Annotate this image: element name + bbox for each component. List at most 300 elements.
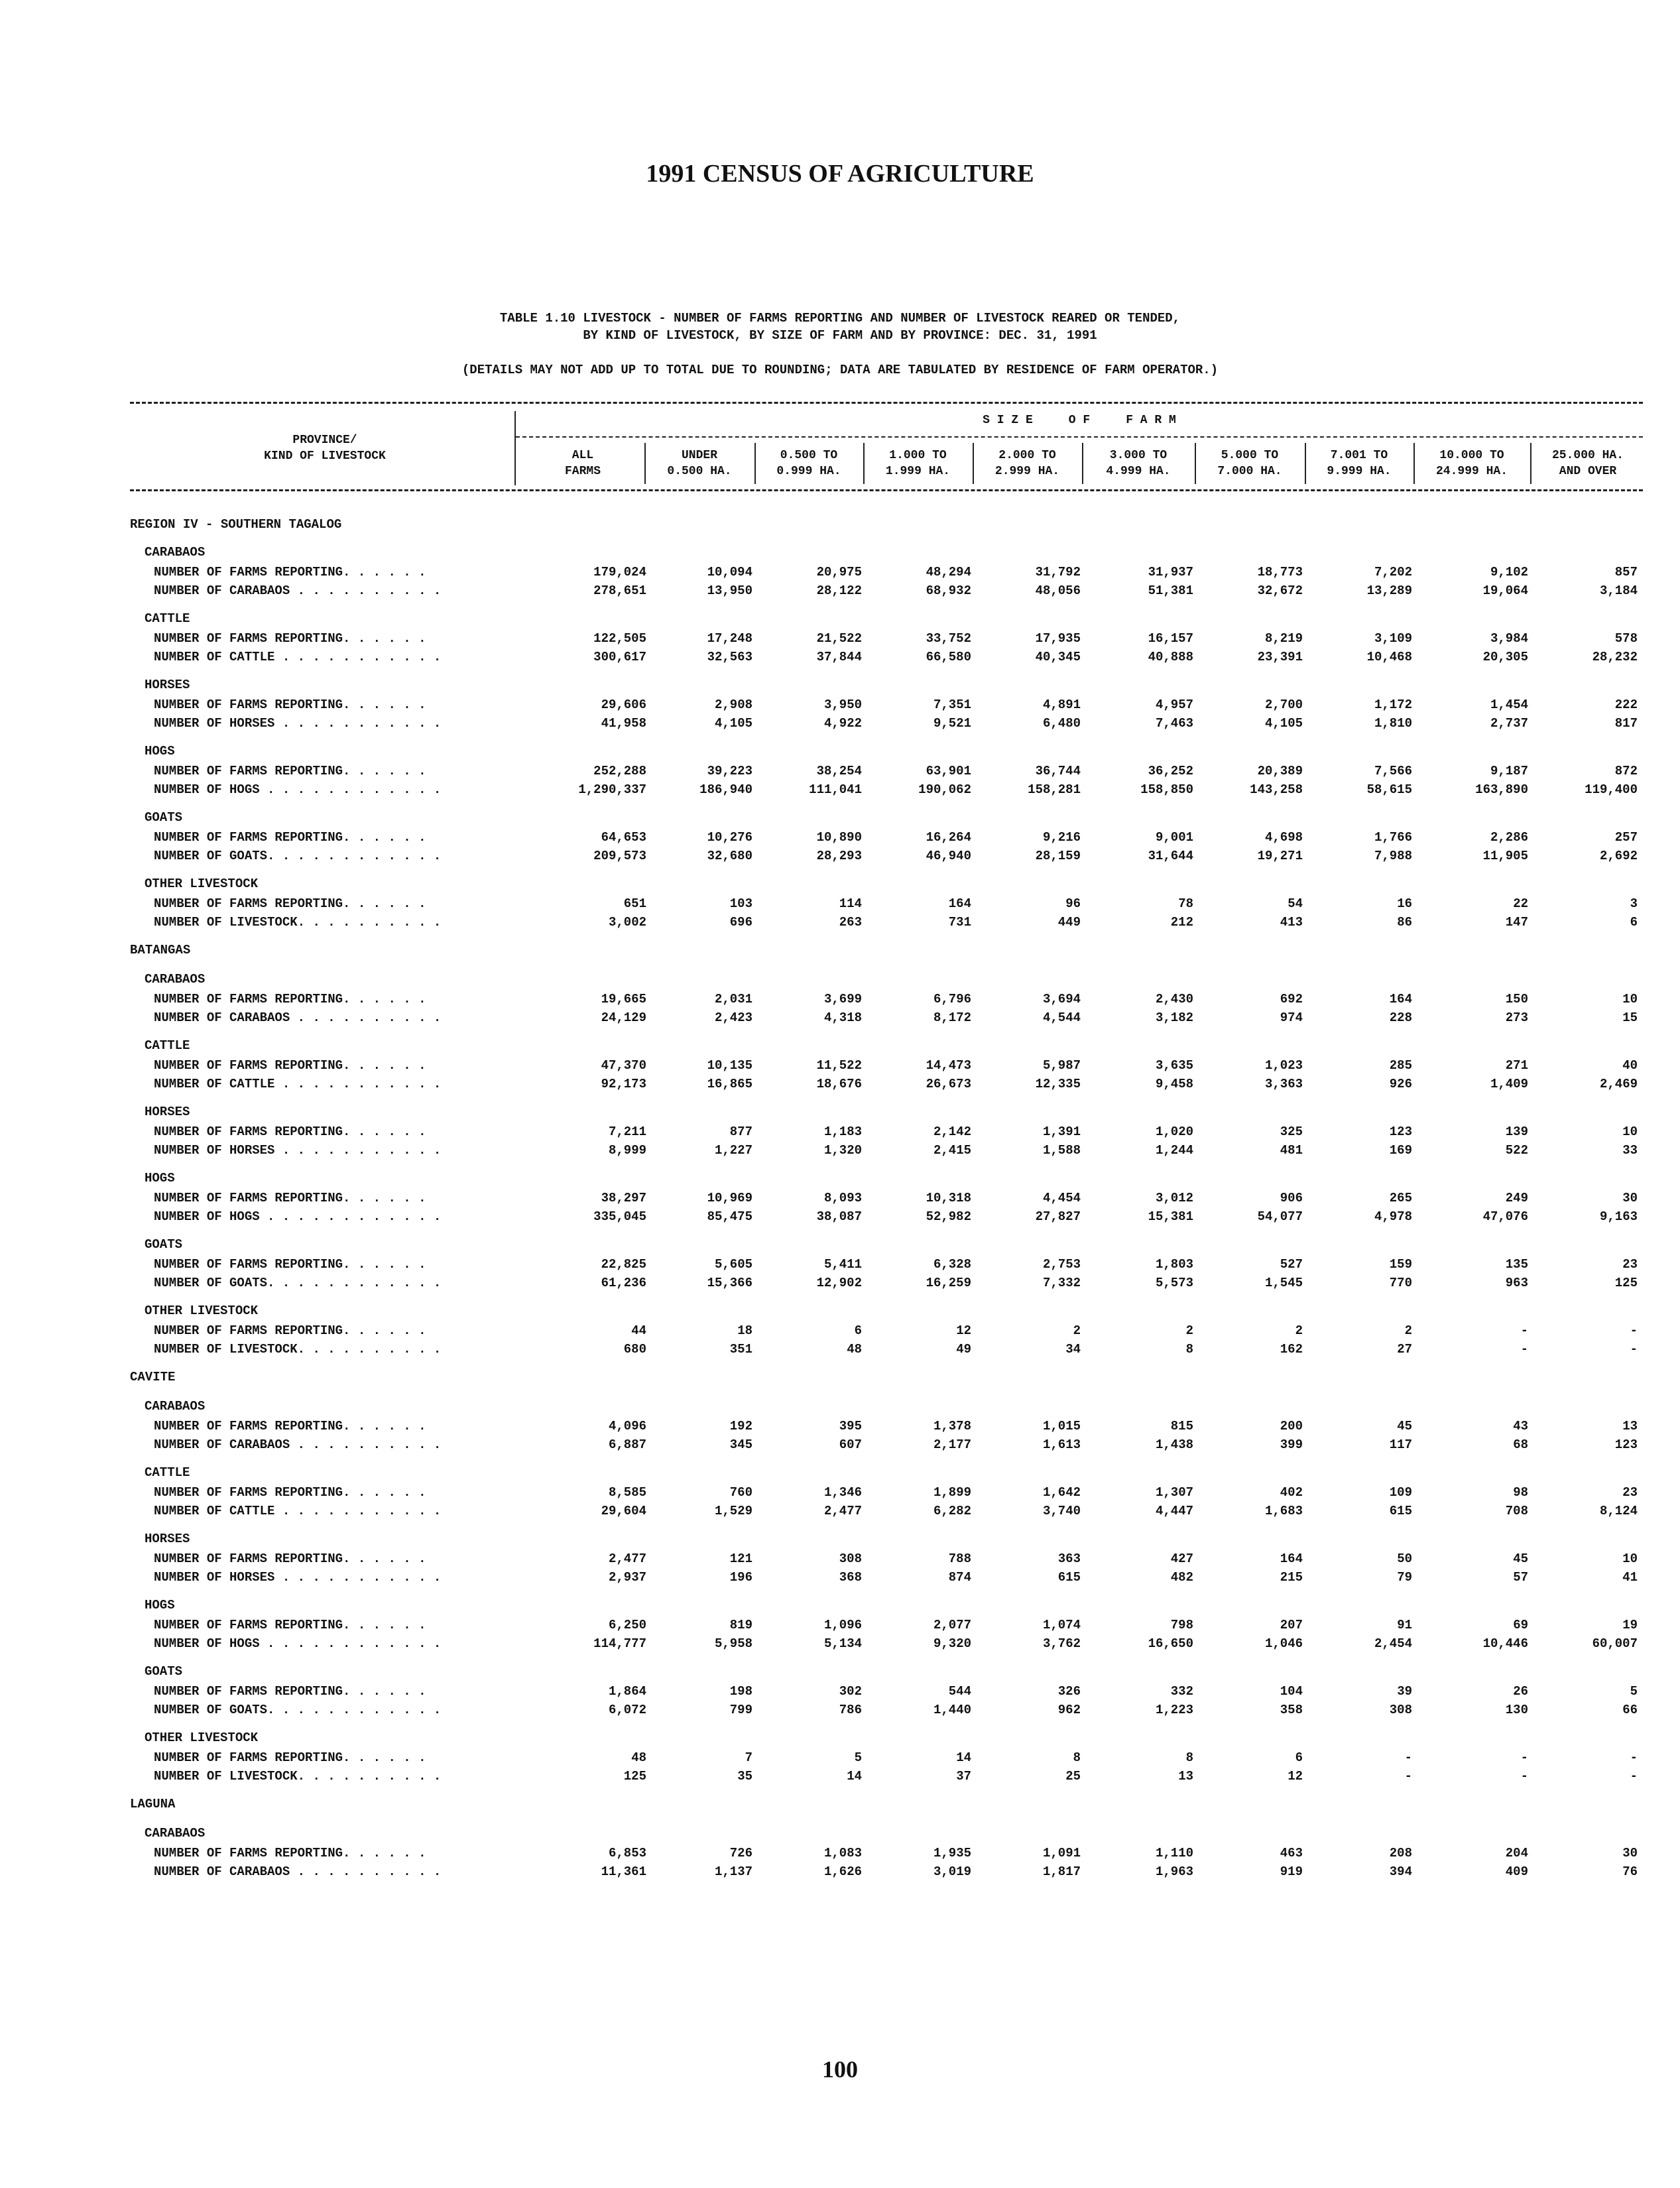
table-row <box>130 1321 1643 1339</box>
column-header-line-2: 7.000 HA. <box>1217 465 1282 478</box>
table-cell: 7,202 <box>1374 565 1412 579</box>
column-header-line-1: 7.001 TO <box>1330 449 1388 462</box>
row-label: NUMBER OF FARMS REPORTING. . . . . . <box>154 1257 426 1272</box>
table-row <box>130 780 1643 798</box>
row-label: NUMBER OF CATTLE . . . . . . . . . . . <box>154 650 442 664</box>
table-cell: 6 <box>854 1323 862 1338</box>
table-cell: 326 <box>1057 1684 1081 1699</box>
table-cell: 27 <box>1397 1342 1412 1357</box>
table-cell: 33,752 <box>926 631 971 646</box>
row-label: NUMBER OF FARMS REPORTING. . . . . . <box>154 565 426 579</box>
table-cell: 24,129 <box>601 1010 646 1025</box>
livestock-kind-heading <box>130 1396 1643 1416</box>
row-label: NUMBER OF FARMS REPORTING. . . . . . <box>154 1684 426 1699</box>
table-cell: 12 <box>956 1323 971 1338</box>
row-label: NUMBER OF HORSES . . . . . . . . . . . <box>154 1570 442 1585</box>
table-cell: 22,825 <box>601 1257 646 1272</box>
livestock-kind-heading <box>130 1728 1643 1748</box>
table-cell: 12 <box>1288 1769 1303 1784</box>
column-header-3 <box>757 448 861 479</box>
table-cell: 47,370 <box>601 1058 646 1073</box>
table-cell: 215 <box>1280 1570 1303 1585</box>
column-header-9 <box>1416 448 1528 479</box>
table-cell: 6 <box>1295 1750 1303 1765</box>
table-cell: 23 <box>1622 1257 1638 1272</box>
table-cell: 4,454 <box>1042 1191 1081 1205</box>
table-cell: 14 <box>847 1769 862 1784</box>
table-cell: 817 <box>1614 716 1638 731</box>
livestock-kind-heading <box>130 1662 1643 1681</box>
table-cell: 368 <box>839 1570 862 1585</box>
table-row <box>130 1501 1643 1520</box>
column-header-line-1: 0.500 TO <box>780 449 838 462</box>
table-cell: 19,665 <box>601 992 646 1006</box>
table-cell: - <box>1630 1750 1638 1765</box>
table-cell: 123 <box>1614 1437 1638 1452</box>
table-cell: 1,810 <box>1374 716 1412 731</box>
table-row <box>130 1700 1643 1719</box>
table-cell: 76 <box>1622 1864 1638 1879</box>
table-cell: 26,673 <box>926 1077 971 1091</box>
table-cell: 6,480 <box>1042 716 1081 731</box>
table-cell: 2,937 <box>608 1570 646 1585</box>
table-row <box>130 562 1643 581</box>
table-cell: 1,378 <box>933 1419 971 1433</box>
table-cell: 31,792 <box>1035 565 1081 579</box>
table-cell: 45 <box>1397 1419 1412 1433</box>
table-cell: 32,672 <box>1257 583 1303 598</box>
table-cell: 6,328 <box>933 1257 971 1272</box>
row-label: NUMBER OF FARMS REPORTING. . . . . . <box>154 1485 426 1500</box>
table-cell: 163,890 <box>1475 782 1528 797</box>
table-cell: 27,827 <box>1035 1209 1081 1224</box>
table-cell: 114,777 <box>593 1636 646 1651</box>
table-cell: 69 <box>1513 1618 1528 1632</box>
table-cell: 179,024 <box>593 565 646 579</box>
table-cell: 39,223 <box>707 764 752 778</box>
table-cell: 1,529 <box>714 1504 752 1518</box>
table-cell: 121 <box>729 1551 752 1566</box>
table-cell: 209,573 <box>593 849 646 863</box>
table-cell: 4,698 <box>1264 830 1303 845</box>
table-cell: 2,477 <box>608 1551 646 1566</box>
table-cell: 21,522 <box>816 631 862 646</box>
row-label: NUMBER OF LIVESTOCK. . . . . . . . . . <box>154 1769 442 1784</box>
province-heading <box>130 940 1643 969</box>
table-cell: 265 <box>1389 1191 1412 1205</box>
table-cell: 522 <box>1505 1143 1528 1158</box>
table-row <box>130 1681 1643 1700</box>
table-cell: 2,753 <box>1042 1257 1081 1272</box>
table-cell: 2,700 <box>1264 698 1303 712</box>
table-cell: 16,865 <box>707 1077 752 1091</box>
table-cell: 16,259 <box>926 1276 971 1290</box>
table-cell: 19,064 <box>1482 583 1528 598</box>
table-cell: 104 <box>1280 1684 1303 1699</box>
table-cell: 731 <box>948 915 971 930</box>
table-cell: 169 <box>1389 1143 1412 1158</box>
table-cell: 1,963 <box>1155 1864 1193 1879</box>
table-cell: 228 <box>1389 1010 1412 1025</box>
table-cell: 1,409 <box>1490 1077 1528 1091</box>
livestock-kind-heading <box>130 609 1643 629</box>
table-cell: 351 <box>729 1342 752 1357</box>
table-cell: 1,244 <box>1155 1143 1193 1158</box>
table-cell: 9,163 <box>1599 1209 1638 1224</box>
livestock-kind-heading <box>130 1301 1643 1321</box>
row-label: NUMBER OF FARMS REPORTING. . . . . . <box>154 1323 426 1338</box>
row-label: NUMBER OF FARMS REPORTING. . . . . . <box>154 1618 426 1632</box>
table-cell: 17,248 <box>707 631 752 646</box>
column-header-8 <box>1307 448 1411 479</box>
row-label: HOGS <box>145 1598 175 1612</box>
table-cell: 68 <box>1513 1437 1528 1452</box>
table-cell: 79 <box>1397 1570 1412 1585</box>
table-cell: 17,935 <box>1035 631 1081 646</box>
table-cell: 49 <box>956 1342 971 1357</box>
table-cell: 20,975 <box>816 565 862 579</box>
table-cell: 8,585 <box>608 1485 646 1500</box>
table-cell: 4,096 <box>608 1419 646 1433</box>
table-cell: 3,984 <box>1490 631 1528 646</box>
row-label: GOATS <box>145 1664 183 1679</box>
table-cell: 770 <box>1389 1276 1412 1290</box>
table-cell: 30 <box>1622 1846 1638 1860</box>
row-label: NUMBER OF CARABAOS . . . . . . . . . . <box>154 1010 442 1025</box>
table-cell: 1,817 <box>1042 1864 1081 1879</box>
column-header-line-1: 5.000 TO <box>1221 449 1279 462</box>
row-label: HORSES <box>145 1105 190 1119</box>
page-header: 1991 CENSUS OF AGRICULTURE <box>646 160 1034 188</box>
table-cell: 300,617 <box>593 650 646 664</box>
table-cell: 38,254 <box>816 764 862 778</box>
table-cell: 527 <box>1280 1257 1303 1272</box>
stub-header-line-2: KIND OF LIVESTOCK <box>264 450 386 463</box>
column-divider <box>644 443 646 484</box>
table-cell: 40,888 <box>1148 650 1193 664</box>
table-cell: 278,651 <box>593 583 646 598</box>
table-cell: 48,056 <box>1035 583 1081 598</box>
stub-header-line-1: PROVINCE/ <box>292 434 357 447</box>
table-cell: 1,346 <box>823 1485 862 1500</box>
row-label: GOATS <box>145 1237 183 1252</box>
table-cell: 819 <box>729 1618 752 1632</box>
table-cell: 5 <box>1630 1684 1638 1699</box>
table-cell: 1,074 <box>1042 1618 1081 1632</box>
table-cell: 906 <box>1280 1191 1303 1205</box>
table-cell: 3,950 <box>823 698 862 712</box>
table-cell: 18,773 <box>1257 565 1303 579</box>
livestock-kind-heading <box>130 542 1643 562</box>
table-cell: 872 <box>1614 764 1638 778</box>
row-label: OTHER LIVESTOCK <box>145 1304 259 1318</box>
region-heading <box>130 515 1643 542</box>
table-row <box>130 1122 1643 1140</box>
table-cell: 11,905 <box>1482 849 1528 863</box>
table-cell: 3,002 <box>608 915 646 930</box>
table-cell: 1,588 <box>1042 1143 1081 1158</box>
table-cell: 482 <box>1170 1570 1193 1585</box>
livestock-kind-heading <box>130 1463 1643 1483</box>
table-cell: 122,505 <box>593 631 646 646</box>
table-row <box>130 912 1643 931</box>
table-cell: 4,105 <box>714 716 752 731</box>
table-cell: 15,366 <box>707 1276 752 1290</box>
table-cell: 164 <box>1389 992 1412 1006</box>
row-label: NUMBER OF CARABAOS . . . . . . . . . . <box>154 1437 442 1452</box>
table-cell: 10,318 <box>926 1191 971 1205</box>
table-row <box>130 1483 1643 1501</box>
table-cell: 85,475 <box>707 1209 752 1224</box>
row-label: NUMBER OF CATTLE . . . . . . . . . . . <box>154 1077 442 1091</box>
table-cell: 8,219 <box>1264 631 1303 646</box>
table-cell: 58,615 <box>1366 782 1412 797</box>
column-header-line-1: 25.000 HA. <box>1551 449 1624 462</box>
table-cell: 3,635 <box>1155 1058 1193 1073</box>
row-label: GOATS <box>145 810 183 825</box>
table-cell: 963 <box>1505 1276 1528 1290</box>
table-cell: 358 <box>1280 1703 1303 1717</box>
table-cell: 7,988 <box>1374 849 1412 863</box>
table-cell: 857 <box>1614 565 1638 579</box>
row-label: LAGUNA <box>130 1797 176 1811</box>
table-cell: 1,015 <box>1042 1419 1081 1433</box>
table-cell: 2,908 <box>714 698 752 712</box>
row-label: NUMBER OF FARMS REPORTING. . . . . . <box>154 1750 426 1765</box>
table-cell: 10,969 <box>707 1191 752 1205</box>
row-label: CARABAOS <box>145 972 206 987</box>
table-cell: 1,183 <box>823 1124 862 1139</box>
table-cell: 3,762 <box>1042 1636 1081 1651</box>
livestock-kind-heading <box>130 1168 1643 1188</box>
row-label: NUMBER OF GOATS. . . . . . . . . . . . <box>154 1276 442 1290</box>
table-cell: 162 <box>1280 1342 1303 1357</box>
table-cell: 164 <box>1280 1551 1303 1566</box>
table-cell: 926 <box>1389 1077 1412 1091</box>
row-label: NUMBER OF FARMS REPORTING. . . . . . <box>154 1191 426 1205</box>
table-cell: 125 <box>623 1769 646 1784</box>
table-cell: 1,046 <box>1264 1636 1303 1651</box>
table-cell: 4,891 <box>1042 698 1081 712</box>
table-cell: 449 <box>1057 915 1081 930</box>
table-cell: 30 <box>1622 1191 1638 1205</box>
table-cell: 2,430 <box>1155 992 1193 1006</box>
table-row <box>130 1056 1643 1074</box>
livestock-kind-heading <box>130 741 1643 761</box>
livestock-kind-heading <box>130 1102 1643 1122</box>
table-cell: 35 <box>737 1769 752 1784</box>
table-cell: 1,613 <box>1042 1437 1081 1452</box>
table-cell: 200 <box>1280 1419 1303 1433</box>
table-cell: 1,440 <box>933 1703 971 1717</box>
table-cell: 8 <box>1185 1750 1193 1765</box>
table-cell: 3,363 <box>1264 1077 1303 1091</box>
table-cell: 4,978 <box>1374 1209 1412 1224</box>
table-cell: 8 <box>1185 1342 1193 1357</box>
table-cell: 1,307 <box>1155 1485 1193 1500</box>
table-cell: 16,157 <box>1148 631 1193 646</box>
table-cell: 1,642 <box>1042 1485 1081 1500</box>
table-cell: 325 <box>1280 1124 1303 1139</box>
livestock-kind-heading <box>130 1036 1643 1056</box>
table-cell: 974 <box>1280 1010 1303 1025</box>
page-number: 100 <box>822 2056 858 2083</box>
row-label: NUMBER OF HORSES . . . . . . . . . . . <box>154 1143 442 1158</box>
table-cell: 114 <box>839 896 862 911</box>
column-header-line-2: 24.999 HA. <box>1435 465 1508 478</box>
table-cell: 10,446 <box>1482 1636 1528 1651</box>
table-row <box>130 713 1643 732</box>
table-cell: 38,087 <box>816 1209 862 1224</box>
row-label: NUMBER OF GOATS. . . . . . . . . . . . <box>154 1703 442 1717</box>
table-cell: - <box>1520 1750 1528 1765</box>
table-cell: 4,922 <box>823 716 862 731</box>
table-cell: 36,252 <box>1148 764 1193 778</box>
table-cell: 23 <box>1622 1485 1638 1500</box>
stub-header <box>186 432 464 464</box>
table-cell: 2,454 <box>1374 1636 1412 1651</box>
table-cell: 29,606 <box>601 698 646 712</box>
row-label: HORSES <box>145 678 190 692</box>
table-row <box>130 1008 1643 1026</box>
row-label: HOGS <box>145 1171 175 1185</box>
table-cell: 651 <box>623 896 646 911</box>
table-cell: 8 <box>1073 1750 1081 1765</box>
table-cell: 13,950 <box>707 583 752 598</box>
table-cell: 9,187 <box>1490 764 1528 778</box>
table-row <box>130 894 1643 912</box>
table-note: (DETAILS MAY NOT ADD UP TO TOTAL DUE TO ROUNDING; DATA ARE TABULATED BY RESIDENCE OF FARM OPERATOR.) <box>461 363 1219 377</box>
table-row <box>130 1416 1643 1435</box>
table-cell: 1,137 <box>714 1864 752 1879</box>
table-cell: 680 <box>623 1342 646 1357</box>
table-cell: 399 <box>1280 1437 1303 1452</box>
table-cell: 302 <box>839 1684 862 1699</box>
size-header-rule <box>516 436 1643 438</box>
table-cell: 204 <box>1505 1846 1528 1860</box>
table-cell: 54,077 <box>1257 1209 1303 1224</box>
table-cell: 7,351 <box>933 698 971 712</box>
table-cell: 68,932 <box>926 583 971 598</box>
table-cell: 10 <box>1622 992 1638 1006</box>
column-header-line-1: UNDER <box>681 449 717 462</box>
table-cell: 143,258 <box>1250 782 1303 797</box>
table-cell: 32,563 <box>707 650 752 664</box>
row-label: OTHER LIVESTOCK <box>145 1731 259 1745</box>
table-cell: 98 <box>1513 1485 1528 1500</box>
table-cell: 1,545 <box>1264 1276 1303 1290</box>
row-label: NUMBER OF CARABAOS . . . . . . . . . . <box>154 1864 442 1879</box>
column-header-line-2: 0.500 HA. <box>667 465 732 478</box>
table-cell: 9,001 <box>1155 830 1193 845</box>
table-cell: 760 <box>729 1485 752 1500</box>
table-cell: 158,850 <box>1140 782 1193 797</box>
table-cell: 4,105 <box>1264 716 1303 731</box>
table-cell: 2 <box>1073 1323 1081 1338</box>
table-cell: 3 <box>1630 896 1638 911</box>
livestock-kind-heading <box>130 808 1643 827</box>
table-cell: - <box>1630 1342 1638 1357</box>
table-cell: 1,899 <box>933 1485 971 1500</box>
table-cell: 692 <box>1280 992 1303 1006</box>
table-cell: 4,957 <box>1155 698 1193 712</box>
table-row <box>130 1549 1643 1567</box>
table-cell: 252,288 <box>593 764 646 778</box>
table-cell: 36,744 <box>1035 764 1081 778</box>
table-cell: 22 <box>1513 896 1528 911</box>
column-header-line-2: 1.999 HA. <box>885 465 951 478</box>
table-cell: 13 <box>1178 1769 1193 1784</box>
table-cell: 877 <box>729 1124 752 1139</box>
row-label: REGION IV - SOUTHERN TAGALOG <box>130 517 342 532</box>
table-cell: 2,423 <box>714 1010 752 1025</box>
table-cell: 607 <box>839 1437 862 1452</box>
table-cell: 12,335 <box>1035 1077 1081 1091</box>
table-cell: 6,072 <box>608 1703 646 1717</box>
table-cell: 9,521 <box>933 716 971 731</box>
column-header-4 <box>866 448 970 479</box>
row-label: NUMBER OF HORSES . . . . . . . . . . . <box>154 716 442 731</box>
column-header-line-1: 1.000 TO <box>889 449 947 462</box>
table-cell: 29,604 <box>601 1504 646 1518</box>
table-cell: - <box>1630 1323 1638 1338</box>
row-label: HOGS <box>145 744 175 759</box>
column-divider <box>1305 443 1306 484</box>
table-cell: 798 <box>1170 1618 1193 1632</box>
table-cell: 285 <box>1389 1058 1412 1073</box>
table-cell: 1,454 <box>1490 698 1528 712</box>
table-cell: 28,293 <box>816 849 862 863</box>
table-cell: 7,566 <box>1374 764 1412 778</box>
table-cell: 273 <box>1505 1010 1528 1025</box>
table-cell: 33 <box>1622 1143 1638 1158</box>
table-cell: 308 <box>1389 1703 1412 1717</box>
table-cell: 1,020 <box>1155 1124 1193 1139</box>
table-cell: 3,694 <box>1042 992 1081 1006</box>
table-row <box>130 1615 1643 1634</box>
table-cell: 135 <box>1505 1257 1528 1272</box>
table-cell: 10,094 <box>707 565 752 579</box>
table-cell: 3,184 <box>1599 583 1638 598</box>
table-cell: 103 <box>729 896 752 911</box>
table-cell: 8,124 <box>1599 1504 1638 1518</box>
table-cell: 47,076 <box>1482 1209 1528 1224</box>
table-cell: 4,447 <box>1155 1504 1193 1518</box>
table-cell: 52,982 <box>926 1209 971 1224</box>
table-cell: 15 <box>1622 1010 1638 1025</box>
header-bottom-rule <box>130 489 1643 491</box>
table-row <box>130 695 1643 713</box>
row-label: NUMBER OF GOATS. . . . . . . . . . . . <box>154 849 442 863</box>
table-cell: 40 <box>1622 1058 1638 1073</box>
table-cell: 1,438 <box>1155 1437 1193 1452</box>
table-cell: 5 <box>854 1750 862 1765</box>
column-header-line-2: 4.999 HA. <box>1106 465 1171 478</box>
table-cell: 409 <box>1505 1864 1528 1879</box>
table-cell: 63,901 <box>926 764 971 778</box>
table-cell: 1,391 <box>1042 1124 1081 1139</box>
table-cell: 463 <box>1280 1846 1303 1860</box>
table-title-line-1: TABLE 1.10 LIVESTOCK - NUMBER OF FARMS REPORTING AND NUMBER OF LIVESTOCK REARED OR TENDED, <box>499 311 1181 326</box>
table-cell: 1,864 <box>608 1684 646 1699</box>
table-cell: 28,122 <box>816 583 862 598</box>
province-heading <box>130 1367 1643 1396</box>
table-cell: - <box>1404 1750 1412 1765</box>
column-divider <box>1195 443 1196 484</box>
table-cell: 16 <box>1397 896 1412 911</box>
row-label: NUMBER OF FARMS REPORTING. . . . . . <box>154 1058 426 1073</box>
table-cell: 2,692 <box>1599 849 1638 863</box>
